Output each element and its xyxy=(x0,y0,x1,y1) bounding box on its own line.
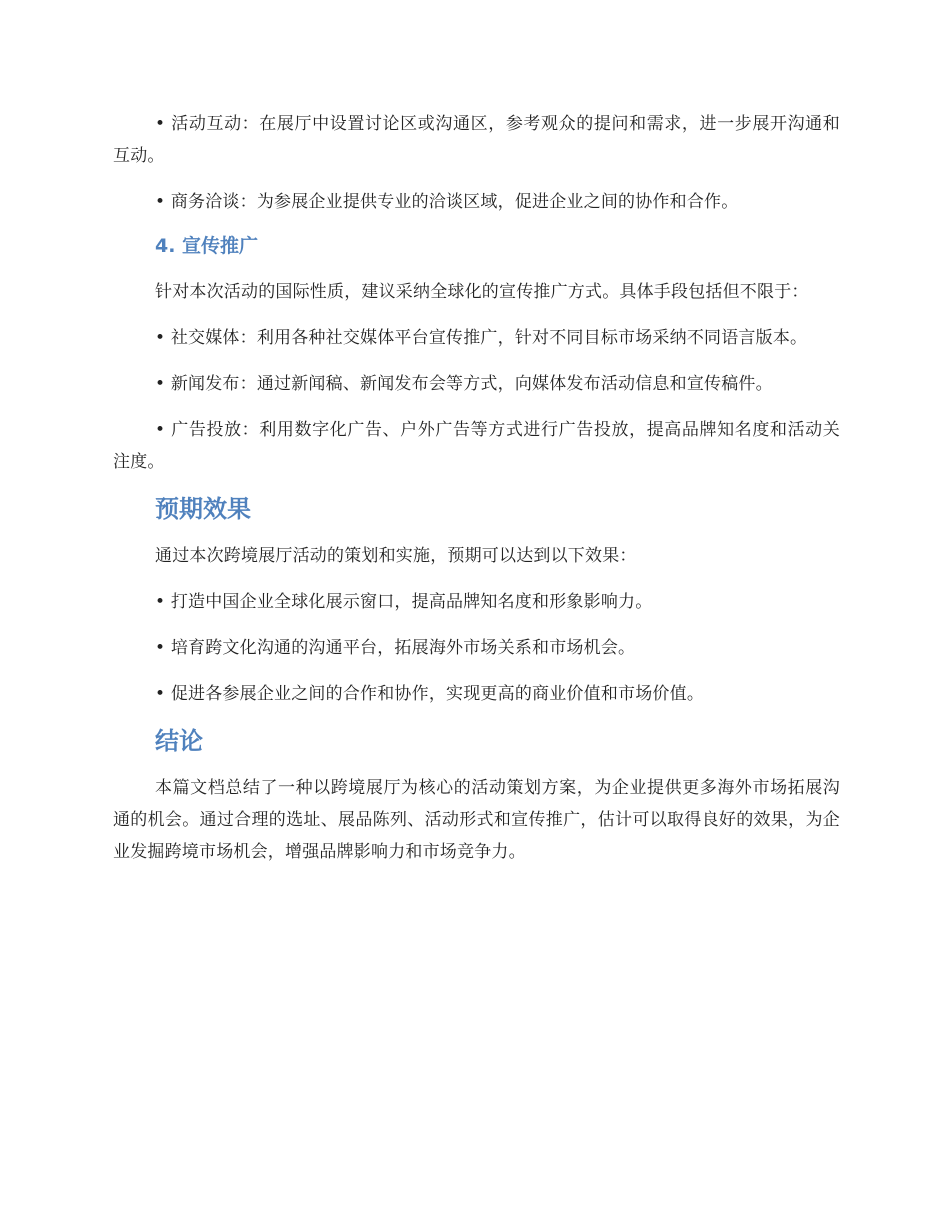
conclusion-paragraph: 本篇文档总结了一种以跨境展厅为核心的活动策划方案，为企业提供更多海外市场拓展沟通的机会。通过合理的选址、展品陈列、活动形式和宣传推广，估计可以取得良好的效果，为企业发掘跨境市场机会，增强品牌影响力和市场竞争力。 xyxy=(113,778,840,862)
document-page xyxy=(113,108,840,882)
heading-expected-effects: 预期效果 xyxy=(155,495,251,523)
bullet-social-media: • 社交媒体：利用各种社交媒体平台宣传推广，针对不同目标市场采纳不同语言版本。 xyxy=(155,328,808,348)
bullet-advertising: • 广告投放：利用数字化广告、户外广告等方式进行广告投放，提高品牌知名度和活动关注度。 xyxy=(113,420,840,472)
bullet-business-negotiation: • 商务洽谈：为参展企业提供专业的洽谈区域，促进企业之间的协作和合作。 xyxy=(155,192,739,212)
heading-conclusion: 结论 xyxy=(155,727,203,755)
promotion-intro: 针对本次活动的国际性质，建议采纳全球化的宣传推广方式。具体手段包括但不限于： xyxy=(155,282,809,302)
bullet-cross-cultural: • 培育跨文化沟通的沟通平台，拓展海外市场关系和市场机会。 xyxy=(155,638,636,658)
bullet-cooperation: • 促进各参展企业之间的合作和协作，实现更高的商业价值和市场价值。 xyxy=(155,684,705,704)
expected-effects-intro: 通过本次跨境展厅活动的策划和实施，预期可以达到以下效果： xyxy=(155,546,637,566)
bullet-global-window: • 打造中国企业全球化展示窗口，提高品牌知名度和形象影响力。 xyxy=(155,592,653,612)
bullet-news-release: • 新闻发布：通过新闻稿、新闻发布会等方式，向媒体发布活动信息和宣传稿件。 xyxy=(155,374,773,394)
heading-promotion: 4. 宣传推广 xyxy=(155,235,259,257)
bullet-activity-interaction: • 活动互动：在展厅中设置讨论区或沟通区，参考观众的提问和需求，进一步展开沟通和互动。 xyxy=(113,114,840,166)
